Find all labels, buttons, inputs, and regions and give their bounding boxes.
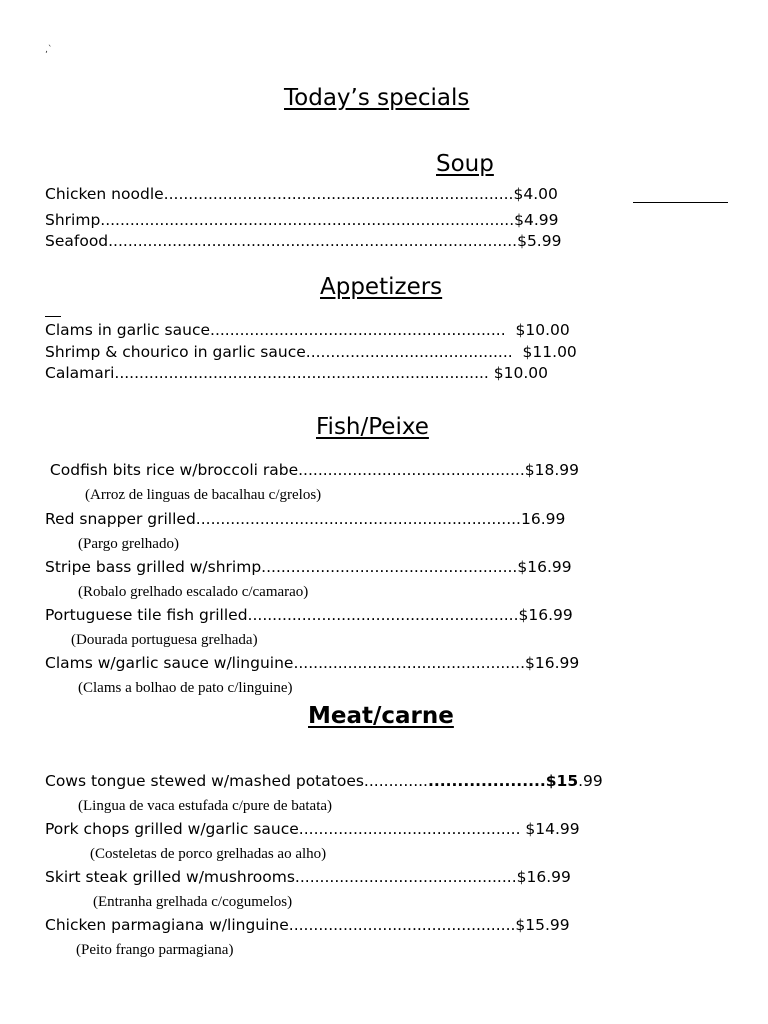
meat-item-translation: (Entranha grelhada c/cogumelos) — [93, 894, 293, 910]
fish-item: Codfish bits rice w/broccoli rabe..............................................$18.99 — [45, 461, 579, 479]
meat-item: Pork chops grilled w/garlic sauce............................................. $14.99 — [45, 820, 580, 838]
meat-item — [45, 771, 603, 791]
appetizer-item: Clams in garlic sauce............................................................ $10.00 — [45, 321, 570, 339]
appetizer-item: Shrimp & chourico in garlic sauce.......................................... $11.00 — [45, 343, 577, 361]
short-rule — [45, 316, 61, 317]
fish-item-translation: (Clams a bolhao de pato c/linguine) — [78, 680, 293, 696]
appetizers-heading: Appetizers — [320, 274, 443, 300]
fish-item-translation: (Pargo grelhado) — [78, 536, 179, 552]
soup-item: Shrimp....................................................................................$4.99 — [45, 211, 559, 229]
meat-item: Chicken parmagiana w/linguine..............................................$15.99 — [45, 916, 570, 934]
fish-item: Red snapper grilled..................................................................16.99 — [45, 510, 566, 528]
fish-item: Clams w/garlic sauce w/linguine...............................................$16.99 — [45, 654, 580, 672]
meat-heading: Meat/carne — [308, 703, 454, 729]
meat-item: Skirt steak grilled w/mushrooms.............................................$16.99 — [45, 868, 571, 886]
meat-item-bold-tail: ....................$15 — [427, 772, 579, 790]
meat-item-translation: (Costeletas de porco grelhadas ao alho) — [90, 846, 327, 862]
page-title: Today’s specials — [284, 85, 470, 111]
appetizer-item: Calamari............................................................................ $10.00 — [45, 364, 549, 382]
meat-item-translation: (Peito frango parmagiana) — [76, 942, 234, 958]
fish-item-translation: (Arroz de linguas de bacalhau c/grelos) — [85, 487, 322, 503]
meat-item-text: Cows tongue stewed w/mashed potatoes............. — [45, 772, 428, 790]
fish-item: Stripe bass grilled w/shrimp....................................................$16.99 — [45, 558, 572, 576]
underline-rule — [633, 202, 728, 203]
fish-heading: Fish/Peixe — [316, 414, 429, 440]
soup-heading: Soup — [436, 151, 494, 177]
soup-item: Chicken noodle.......................................................................$4.00 — [45, 185, 558, 203]
fish-item-translation: (Dourada portuguesa grelhada) — [71, 632, 258, 648]
corner-mark: ‚` — [45, 45, 53, 55]
soup-item: Seafood...................................................................................$5.99 — [45, 232, 562, 250]
meat-item-tail: .99 — [578, 772, 603, 790]
meat-item-translation: (Lingua de vaca estufada c/pure de batata) — [78, 798, 333, 814]
fish-item-translation: (Robalo grelhado escalado c/camarao) — [78, 584, 309, 600]
fish-item: Portuguese tile fish grilled.......................................................$16.99 — [45, 606, 573, 624]
